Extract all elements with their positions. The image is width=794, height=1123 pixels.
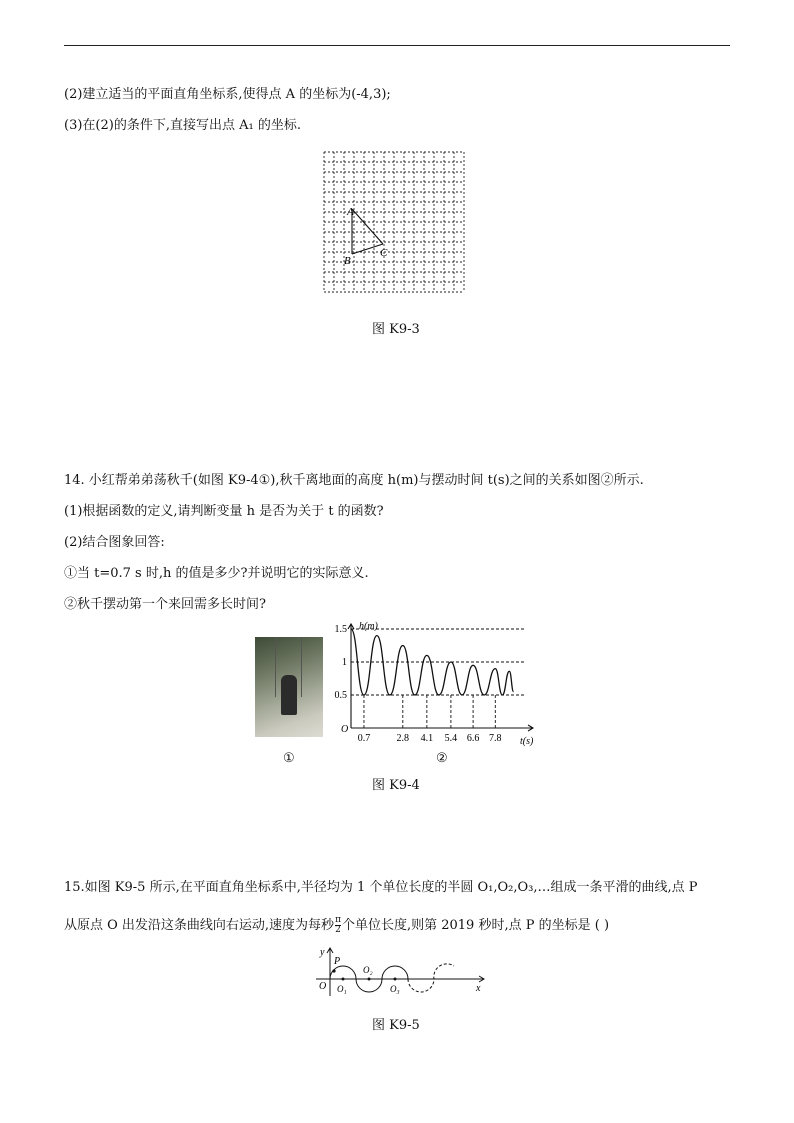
x-tick-label: 5.4 [444, 733, 458, 744]
fraction-numerator: π [335, 915, 341, 925]
q15-line2-start: 从原点 O 出发沿这条曲线向右运动,速度为每秒 [64, 918, 335, 933]
x-tick-label: 2.8 [396, 733, 410, 744]
x-tick-label: 7.8 [489, 733, 502, 744]
o2-label: O₂ [363, 965, 373, 975]
speed-fraction [335, 916, 341, 935]
origin-label: O [341, 724, 349, 735]
semicircle-curve-figure [306, 944, 492, 1000]
q14-sub1: ①当 t=0.7 s 时,h 的值是多少?并说明它的实际意义. [64, 566, 369, 581]
q14-sub2: ②秋千摆动第一个来回需多长时间? [64, 597, 266, 612]
fraction-denominator: 2 [335, 925, 341, 935]
point-p-label: P [334, 956, 341, 967]
swing-photo [255, 637, 323, 737]
figure-caption-k9-5: 图 K9-5 [372, 1018, 420, 1033]
y-tick-label: 1 [342, 657, 347, 668]
o3-label: O₃ [390, 984, 400, 994]
y-axis-title: h(m) [359, 621, 378, 632]
figure-caption-k9-4: 图 K9-4 [372, 778, 420, 793]
center-o1 [342, 978, 345, 981]
chart-label: ② [436, 751, 448, 766]
semicircle-o3 [382, 966, 408, 979]
q13-part2: (2)建立适当的平面直角坐标系,使得点 A 的坐标为(-4,3); [64, 87, 391, 102]
photo-label: ① [283, 751, 295, 766]
origin-label: O [319, 981, 327, 992]
y-tick-label: 0.5 [334, 690, 347, 701]
q14-part2: (2)结合图象回答: [64, 535, 165, 550]
header-rule [64, 45, 730, 46]
grid-figure-k9-3 [320, 150, 474, 300]
triangle-side-ac [352, 209, 383, 244]
x-tick-label: 4.1 [420, 733, 434, 744]
height-time-chart [333, 618, 545, 752]
swing-rope [275, 637, 276, 697]
x-tick-label: 0.7 [357, 733, 371, 744]
q14-part1: (1)根据函数的定义,请判断变量 h 是否为关于 t 的函数? [64, 504, 384, 519]
x-tick-label: 6.6 [466, 733, 480, 744]
semicircle-o2 [356, 979, 382, 992]
point-a-label: A [347, 206, 354, 218]
q14-stem: 14. 小红帮弟弟荡秋千(如图 K9-4①),秋千离地面的高度 h(m)与摆动时间 t(s)之间的关系如图②所示. [64, 473, 644, 488]
center-o3 [394, 978, 397, 981]
q15-line2-end: 个单位长度,则第 2019 秒时,点 P 的坐标是 ( ) [341, 918, 610, 933]
y-tick-label: 1.5 [334, 624, 347, 635]
point-c-label: C [380, 247, 388, 259]
y-axis-label: y [320, 947, 325, 958]
q13-part3: (3)在(2)的条件下,直接写出点 A₁ 的坐标. [64, 118, 301, 133]
q15-line2 [64, 916, 609, 935]
x-axis-label: x [476, 983, 481, 994]
center-o2 [368, 978, 371, 981]
triangle-side-bc [352, 244, 383, 254]
semicircle-next-dashed [408, 964, 454, 992]
figure-caption-k9-3: 图 K9-3 [372, 322, 420, 337]
x-axis-title: t(s) [520, 736, 534, 747]
children-figure [281, 675, 297, 715]
point-p [332, 969, 335, 972]
q15-line1: 15.如图 K9-5 所示,在平面直角坐标系中,半径均为 1 个单位长度的半圆 O₁,O₂,O₃,…组成一条平滑的曲线,点 P [64, 880, 698, 895]
swing-rope [301, 637, 302, 697]
point-b-label: B [344, 255, 351, 267]
o1-label: O₁ [337, 984, 347, 994]
